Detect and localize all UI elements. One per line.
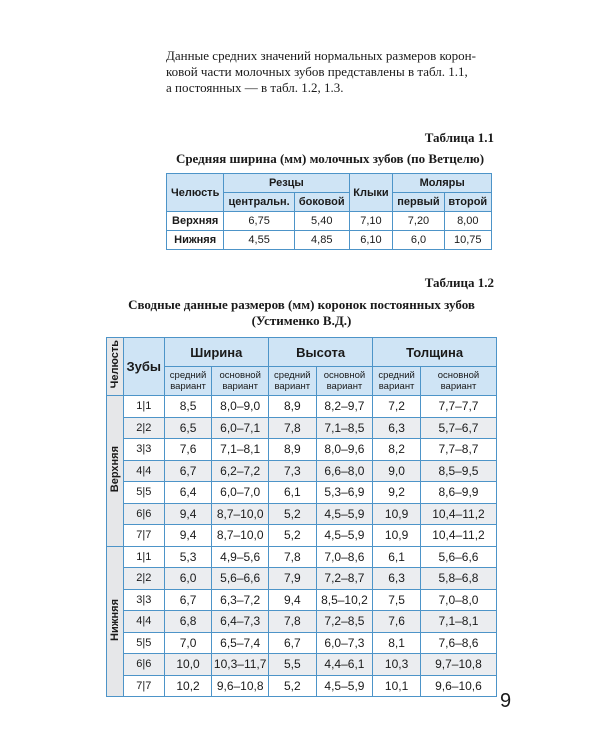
cell: 10,2 (164, 675, 212, 697)
table-row (107, 482, 497, 504)
header-jaw: Челюсть (107, 338, 124, 396)
intro-paragraph (166, 48, 506, 96)
cell: 6,0 (393, 231, 444, 250)
cell: 6,5–7,4 (212, 632, 269, 654)
tooth-label: 4|4 (123, 460, 164, 482)
cell: 8,5–9,5 (420, 460, 496, 482)
header-second: второй (444, 193, 491, 212)
cell: 5,5 (268, 654, 316, 676)
cell: 6,4 (164, 482, 212, 504)
cell: 6,0–7,3 (316, 632, 373, 654)
header-teeth: Зубы (123, 338, 164, 396)
cell: 6,0 (164, 568, 212, 590)
cell: 6,6–8,0 (316, 460, 373, 482)
jaw-label-upper: Верхняя (107, 396, 124, 547)
table2-label: Таблица 1.2 (424, 275, 494, 290)
header-central: центральн. (224, 193, 295, 212)
cell: 6,7 (164, 589, 212, 611)
cell: 7,2–8,5 (316, 611, 373, 633)
cell: 4,5–5,9 (316, 675, 373, 697)
row-label: Верхняя (167, 212, 224, 231)
cell: 7,8 (268, 611, 316, 633)
tooth-label: 6|6 (123, 503, 164, 525)
cell: 7,1–8,5 (316, 417, 373, 439)
intro-line: а постоянных — в табл. 1.2, 1.3. (166, 80, 344, 95)
cell: 5,3–6,9 (316, 482, 373, 504)
tooth-label: 7|7 (123, 525, 164, 547)
cell: 5,2 (268, 525, 316, 547)
cell: 7,1–8,1 (212, 439, 269, 461)
cell: 8,9 (268, 396, 316, 418)
cell: 8,0–9,6 (316, 439, 373, 461)
cell: 5,6–6,6 (420, 546, 496, 568)
tooth-label: 2|2 (123, 568, 164, 590)
cell: 7,8 (268, 546, 316, 568)
tooth-label: 6|6 (123, 654, 164, 676)
cell: 10,3–11,7 (212, 654, 269, 676)
cell: 5,8–6,8 (420, 568, 496, 590)
table1-label: Таблица 1.1 (424, 130, 494, 145)
cell: 6,10 (349, 231, 393, 250)
cell: 10,9 (373, 525, 421, 547)
cell: 4,85 (294, 231, 349, 250)
cell: 4,5–5,9 (316, 503, 373, 525)
cell: 4,4–6,1 (316, 654, 373, 676)
cell: 4,55 (224, 231, 295, 250)
cell: 9,0 (373, 460, 421, 482)
table-row (107, 439, 497, 461)
intro-line: Данные средних значений нормальных размеров корон- (166, 48, 476, 63)
table-row (107, 525, 497, 547)
cell: 9,6–10,8 (212, 675, 269, 697)
cell: 8,6–9,9 (420, 482, 496, 504)
cell: 8,7–10,0 (212, 503, 269, 525)
table2 (106, 337, 497, 697)
jaw-label-lower: Нижняя (107, 546, 124, 697)
table1 (166, 173, 492, 250)
cell: 7,7–8,7 (420, 439, 496, 461)
intro-line: ковой части молочных зубов представлены в табл. 1.1, (166, 64, 468, 79)
header-incisors: Резцы (224, 174, 349, 193)
header-molars: Моляры (393, 174, 492, 193)
table2-title-line1: Сводные данные размеров (мм) коронок постоянных зубов (128, 297, 475, 312)
cell: 9,4 (268, 589, 316, 611)
table-row (107, 417, 497, 439)
table-row (107, 632, 497, 654)
cell: 8,00 (444, 212, 491, 231)
table-row (107, 396, 497, 418)
header-main: основной вариант (212, 367, 269, 396)
cell: 7,2 (373, 396, 421, 418)
cell: 9,2 (373, 482, 421, 504)
table-row (167, 231, 492, 250)
cell: 5,3 (164, 546, 212, 568)
cell: 7,5 (373, 589, 421, 611)
cell: 6,7 (268, 632, 316, 654)
table2-title (106, 297, 497, 329)
cell: 6,5 (164, 417, 212, 439)
table-row (107, 675, 497, 697)
cell: 7,10 (349, 212, 393, 231)
cell: 6,3 (373, 417, 421, 439)
cell: 10,3 (373, 654, 421, 676)
cell: 5,2 (268, 503, 316, 525)
cell: 10,0 (164, 654, 212, 676)
cell: 7,6 (373, 611, 421, 633)
cell: 9,7–10,8 (420, 654, 496, 676)
cell: 10,75 (444, 231, 491, 250)
header-canines: Клыки (349, 174, 393, 212)
header-avg: средний вариант (373, 367, 421, 396)
cell: 8,5–10,2 (316, 589, 373, 611)
table-row (107, 568, 497, 590)
cell: 6,7 (164, 460, 212, 482)
header-height: Высота (268, 338, 372, 367)
header-jaw: Челюсть (167, 174, 224, 212)
cell: 9,4 (164, 525, 212, 547)
cell: 5,2 (268, 675, 316, 697)
table-row (107, 546, 497, 568)
table-row (107, 503, 497, 525)
cell: 6,75 (224, 212, 295, 231)
tooth-label: 5|5 (123, 482, 164, 504)
tooth-label: 4|4 (123, 611, 164, 633)
tooth-label: 2|2 (123, 417, 164, 439)
cell: 7,0–8,0 (420, 589, 496, 611)
cell: 7,6–8,6 (420, 632, 496, 654)
table2-title-line2: (Устименко В.Д.) (251, 313, 352, 328)
cell: 6,1 (373, 546, 421, 568)
cell: 10,4–11,2 (420, 525, 496, 547)
cell: 6,8 (164, 611, 212, 633)
header-main: основной вариант (420, 367, 496, 396)
header-avg: средний вариант (268, 367, 316, 396)
table1-title: Средняя ширина (мм) молочных зубов (по Ветцелю) (175, 151, 485, 166)
cell: 8,2 (373, 439, 421, 461)
cell: 8,2–9,7 (316, 396, 373, 418)
table-row (167, 212, 492, 231)
cell: 10,1 (373, 675, 421, 697)
cell: 10,4–11,2 (420, 503, 496, 525)
header-width: Ширина (164, 338, 268, 367)
cell: 6,0–7,1 (212, 417, 269, 439)
cell: 4,5–5,9 (316, 525, 373, 547)
cell: 7,7–7,7 (420, 396, 496, 418)
cell: 6,0–7,0 (212, 482, 269, 504)
header-avg: средний вариант (164, 367, 212, 396)
cell: 7,0 (164, 632, 212, 654)
cell: 6,4–7,3 (212, 611, 269, 633)
row-label: Нижняя (167, 231, 224, 250)
cell: 6,3 (373, 568, 421, 590)
cell: 7,2–8,7 (316, 568, 373, 590)
cell: 6,1 (268, 482, 316, 504)
header-main: основной вариант (316, 367, 373, 396)
cell: 8,0–9,0 (212, 396, 269, 418)
cell: 7,3 (268, 460, 316, 482)
tooth-label: 7|7 (123, 675, 164, 697)
cell: 5,7–6,7 (420, 417, 496, 439)
cell: 5,40 (294, 212, 349, 231)
table-row (107, 654, 497, 676)
header-first: первый (393, 193, 444, 212)
cell: 7,0–8,6 (316, 546, 373, 568)
cell: 8,9 (268, 439, 316, 461)
cell: 4,9–5,6 (212, 546, 269, 568)
header-lateral: боковой (294, 193, 349, 212)
cell: 8,1 (373, 632, 421, 654)
cell: 7,9 (268, 568, 316, 590)
cell: 7,1–8,1 (420, 611, 496, 633)
tooth-label: 1|1 (123, 546, 164, 568)
header-thickness: Толщина (373, 338, 497, 367)
cell: 7,20 (393, 212, 444, 231)
tooth-label: 1|1 (123, 396, 164, 418)
table-row (107, 589, 497, 611)
table-row (107, 611, 497, 633)
cell: 8,7–10,0 (212, 525, 269, 547)
cell: 7,6 (164, 439, 212, 461)
tooth-label: 3|3 (123, 589, 164, 611)
page-number: 9 (500, 690, 512, 712)
tooth-label: 3|3 (123, 439, 164, 461)
cell: 5,6–6,6 (212, 568, 269, 590)
cell: 7,8 (268, 417, 316, 439)
cell: 9,6–10,6 (420, 675, 496, 697)
cell: 10,9 (373, 503, 421, 525)
cell: 8,5 (164, 396, 212, 418)
cell: 6,2–7,2 (212, 460, 269, 482)
table-row (107, 460, 497, 482)
cell: 6,3–7,2 (212, 589, 269, 611)
cell: 9,4 (164, 503, 212, 525)
tooth-label: 5|5 (123, 632, 164, 654)
